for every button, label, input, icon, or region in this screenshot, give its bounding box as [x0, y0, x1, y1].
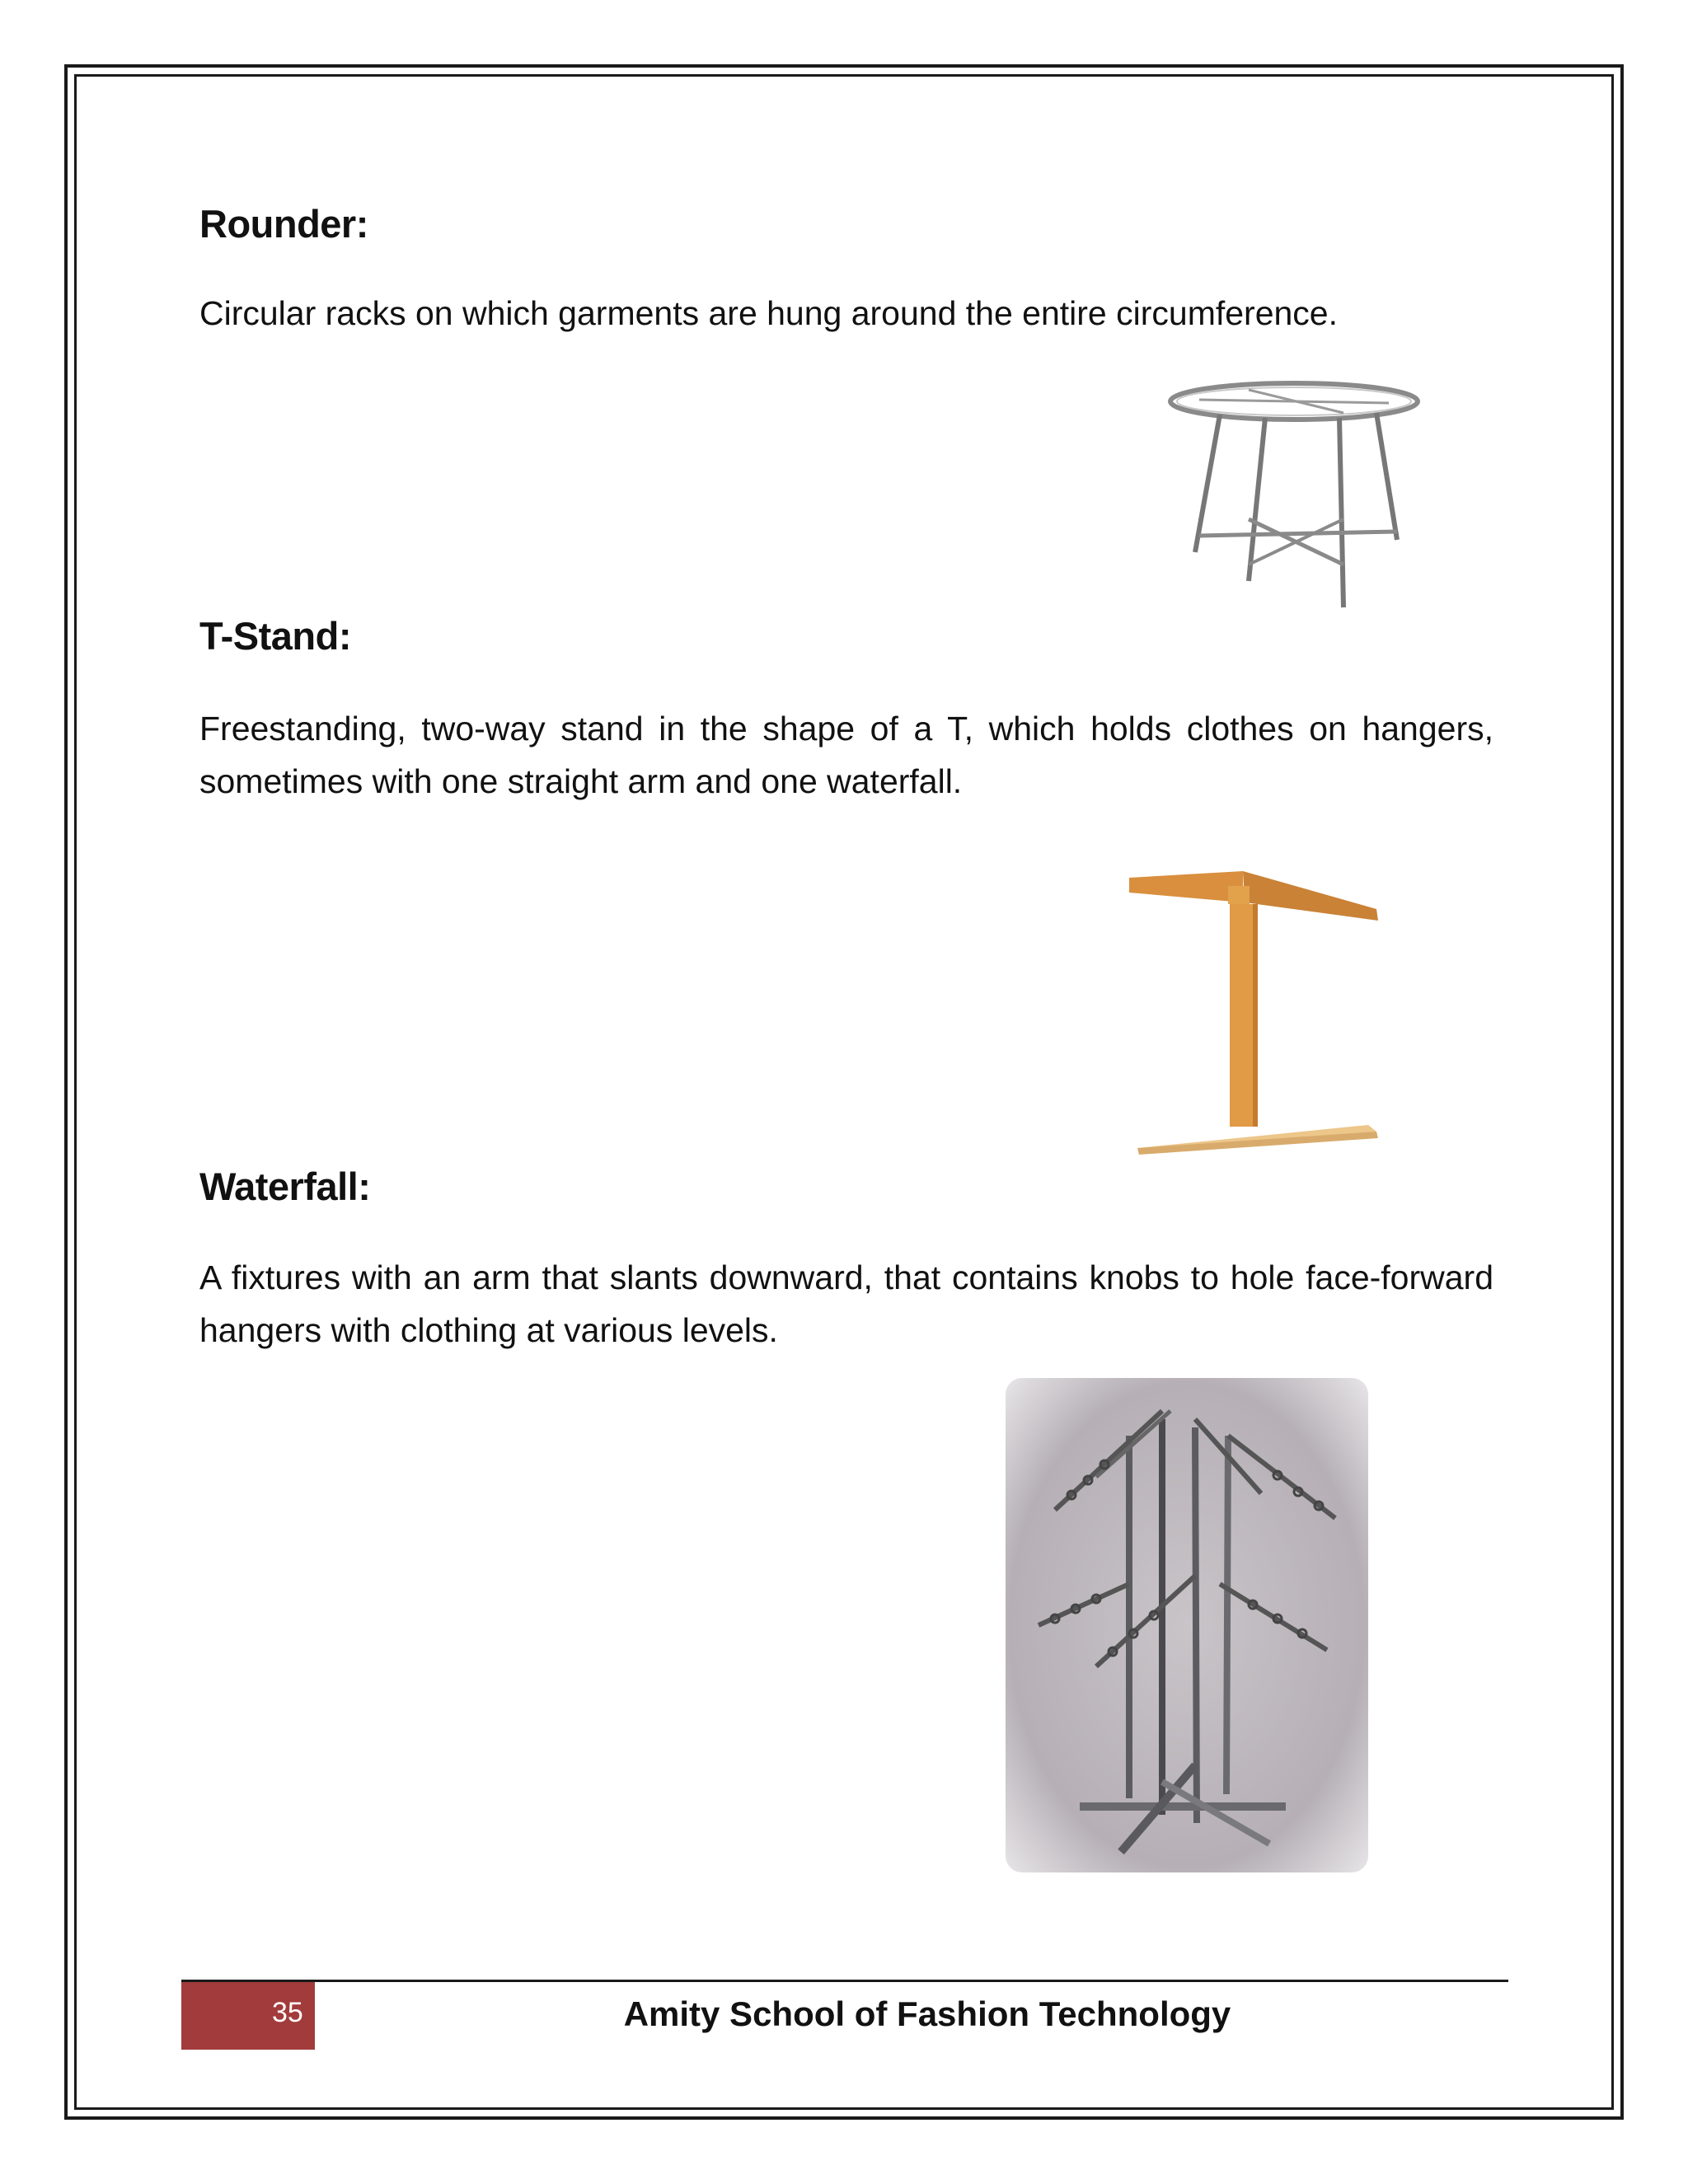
paragraph-t-stand: Freestanding, two-way stand in the shape of a T, which holds clothes on hangers, sometimes with one straight arm and one waterfall. — [199, 710, 1493, 800]
paragraph-waterfall: A fixtures with an arm that slants downward, that contains knobs to hole face-forward hangers with clothing at various levels. — [199, 1258, 1493, 1349]
page-number-box — [181, 1982, 315, 2050]
round-rack-icon — [1150, 375, 1438, 622]
waterfall-rack-icon — [1006, 1378, 1368, 1872]
heading-waterfall: Waterfall: — [199, 1165, 371, 1208]
footer-school-name: Amity School of Fashion Technology — [623, 1994, 1231, 2033]
heading-rounder: Rounder: — [199, 202, 368, 246]
paragraph-rounder: Circular racks on which garments are hung around the entire circumference. — [199, 294, 1338, 332]
heading-t-stand: T-Stand: — [199, 614, 351, 658]
page-number: 35 — [272, 1997, 303, 2028]
footer-rule — [181, 1980, 1508, 1982]
t-stand-icon — [1121, 853, 1409, 1158]
